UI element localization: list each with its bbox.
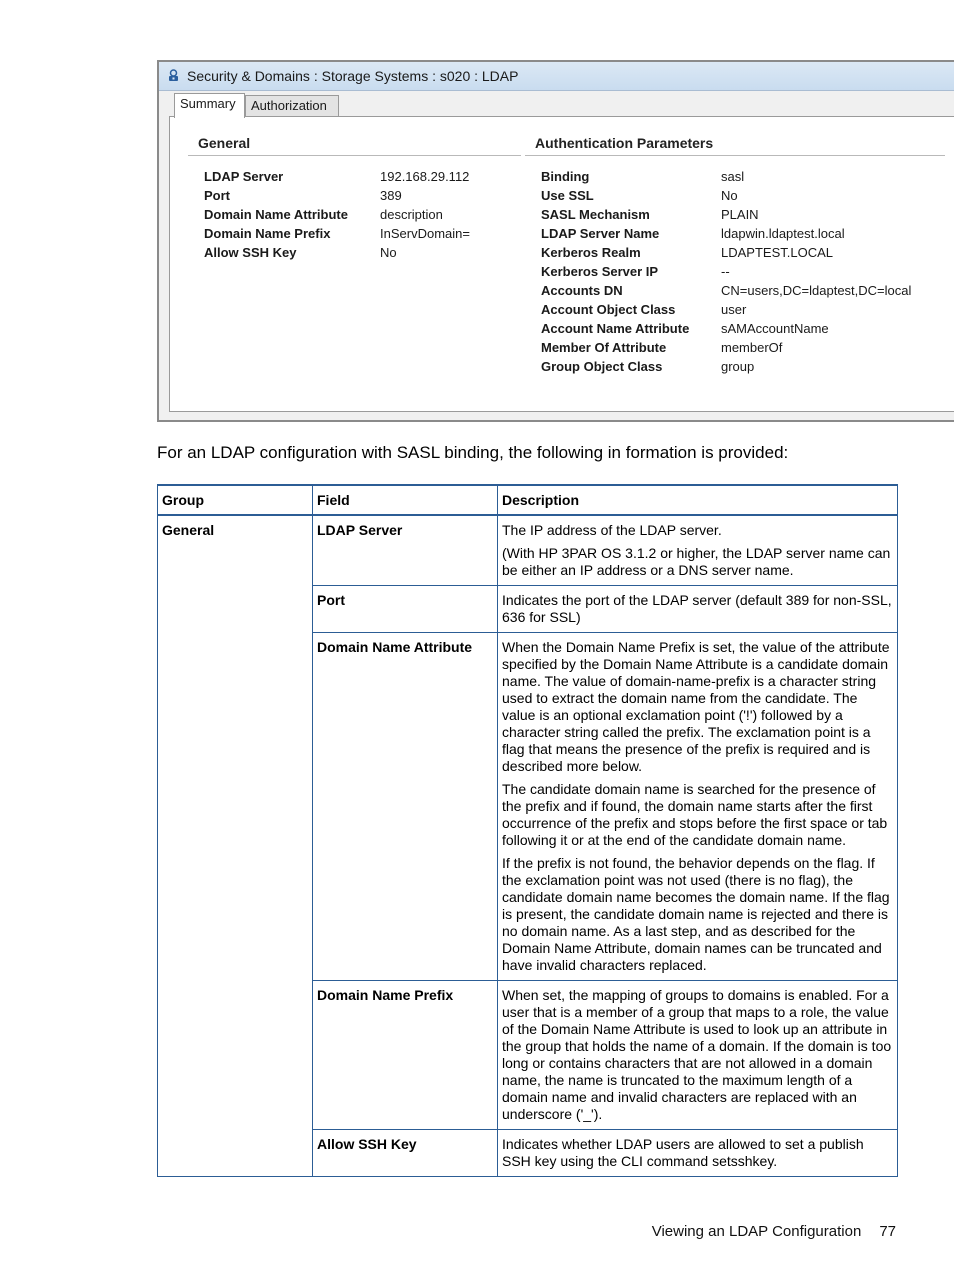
description-paragraph: If the prefix is not found, the behavior depends on the flag. If the exclamation point was not used (there is no flag), the candidate domain name becomes the domain name. If the flag is present, the candidate domain name is rejected and there is no domain name. As a last step, and as described for the Domain Name Attribute, domain names can be truncated and have invalid characters replaced. [502, 855, 890, 973]
field-cell: Port [313, 586, 498, 633]
page-number: 77 [879, 1223, 896, 1240]
auth-value-sasl-mechanism: PLAIN [721, 207, 759, 222]
auth-label-account-object-class: Account Object Class [541, 302, 676, 317]
description-paragraph: When the Domain Name Prefix is set, the value of the attribute specified by the Domain Name Attribute is a candidate domain name. The value of domain-name-prefix is a character string used to extract the domain name from the candidate. The value is an optional exclamation point ('!') followed by a character string called the prefix. The exclamation point is a flag that means the presence of the prefix is required and is described more below. [502, 639, 890, 774]
description-paragraph: When set, the mapping of groups to domains is enabled. For a user that is a member of a group that maps to a role, the value of the Domain Name Attribute is used to look up an attribute in the group that holds the name of a domain. If the domain is too long or contains characters that are not allowed in a domain name, the name is truncated to the maximum length of a domain name and invalid characters are replaced with an underscore ('_'). [502, 987, 892, 1122]
window-title: Security & Domains : Storage Systems : s020 : LDAP [187, 68, 519, 84]
general-label-port: Port [204, 188, 230, 203]
description-cell [498, 586, 898, 633]
description-cell [498, 1130, 898, 1177]
description-cell [498, 633, 898, 981]
auth-value-binding: sasl [721, 169, 745, 184]
intro-paragraph: For an LDAP configuration with SASL binding, the following in formation is provided: [157, 443, 789, 462]
general-label-ldap-server: LDAP Server [204, 169, 284, 184]
auth-label-sasl-mechanism: SASL Mechanism [541, 207, 650, 222]
auth-value-kerberos-realm: LDAPTEST.LOCAL [721, 245, 833, 260]
auth-label-kerberos-realm: Kerberos Realm [541, 245, 641, 260]
auth-label-member-of-attribute: Member Of Attribute [541, 340, 667, 355]
auth-value-account-object-class: user [721, 302, 747, 317]
general-label-domain-name-prefix: Domain Name Prefix [204, 226, 331, 241]
description-paragraph: The IP address of the LDAP server. [502, 522, 722, 538]
field-cell: Allow SSH Key [313, 1130, 498, 1177]
description-paragraph: (With HP 3PAR OS 3.1.2 or higher, the LDAP server name can be either an IP address or a DNS server name. [502, 545, 891, 578]
field-cell: LDAP Server [313, 515, 498, 586]
general-value-port: 389 [380, 188, 402, 203]
header-group: Group [158, 485, 313, 515]
general-group-title: General [198, 135, 251, 151]
header-description: Description [498, 485, 898, 515]
auth-label-kerberos-server-ip: Kerberos Server IP [541, 264, 659, 279]
general-value-domain-name-attribute: description [380, 207, 443, 222]
table-row [158, 515, 898, 586]
security-domains-icon [167, 69, 180, 82]
tab-authorization[interactable]: Authorization [245, 95, 339, 116]
auth-divider [525, 155, 945, 156]
general-value-ldap-server: 192.168.29.112 [380, 169, 470, 184]
auth-value-use-ssl: No [721, 188, 738, 203]
auth-value-account-name-attribute: sAMAccountName [721, 321, 829, 336]
auth-value-group-object-class: group [721, 359, 755, 374]
window-title-bar [159, 62, 954, 91]
description-paragraph: Indicates whether LDAP users are allowed to set a publish SSH key using the CLI command setsshkey. [502, 1136, 864, 1169]
ldap-fields-table [157, 484, 898, 1177]
auth-value-member-of-attribute: memberOf [721, 340, 783, 355]
footer-section-title: Viewing an LDAP Configuration [651, 1223, 862, 1240]
description-cell [498, 515, 898, 586]
general-divider [188, 155, 521, 156]
group-cell: General [158, 515, 313, 1177]
auth-label-accounts-dn: Accounts DN [541, 283, 623, 298]
description-paragraph: Indicates the port of the LDAP server (default 389 for non-SSL, 636 for SSL) [502, 592, 892, 625]
general-value-allow-ssh-key: No [380, 245, 397, 260]
auth-value-ldap-server-name: ldapwin.ldaptest.local [721, 226, 845, 241]
auth-value-accounts-dn: CN=users,DC=ldaptest,DC=local [721, 283, 912, 298]
auth-label-account-name-attribute: Account Name Attribute [541, 321, 690, 336]
ldap-summary-screenshot [157, 60, 954, 422]
summary-panel [169, 116, 954, 412]
auth-label-use-ssl: Use SSL [541, 188, 594, 203]
auth-label-group-object-class: Group Object Class [541, 359, 663, 374]
table-header-row [158, 485, 898, 515]
general-value-domain-name-prefix: InServDomain= [380, 226, 470, 241]
field-cell: Domain Name Attribute [313, 633, 498, 981]
general-label-domain-name-attribute: Domain Name Attribute [204, 207, 348, 222]
page-footer [652, 1223, 896, 1240]
description-cell [498, 981, 898, 1130]
auth-group-title: Authentication Parameters [535, 135, 714, 151]
field-cell: Domain Name Prefix [313, 981, 498, 1130]
auth-label-ldap-server-name: LDAP Server Name [541, 226, 660, 241]
auth-value-kerberos-server-ip: -- [721, 264, 730, 279]
general-label-allow-ssh-key: Allow SSH Key [204, 245, 297, 260]
description-paragraph: The candidate domain name is searched for the presence of the prefix and if found, the domain name starts after the first occurrence of the prefix and stops before the first space or tab following it or at the end of the candidate domain name. [502, 781, 888, 848]
header-field: Field [313, 485, 498, 515]
auth-label-binding: Binding [541, 169, 590, 184]
tab-summary[interactable]: Summary [174, 93, 245, 118]
